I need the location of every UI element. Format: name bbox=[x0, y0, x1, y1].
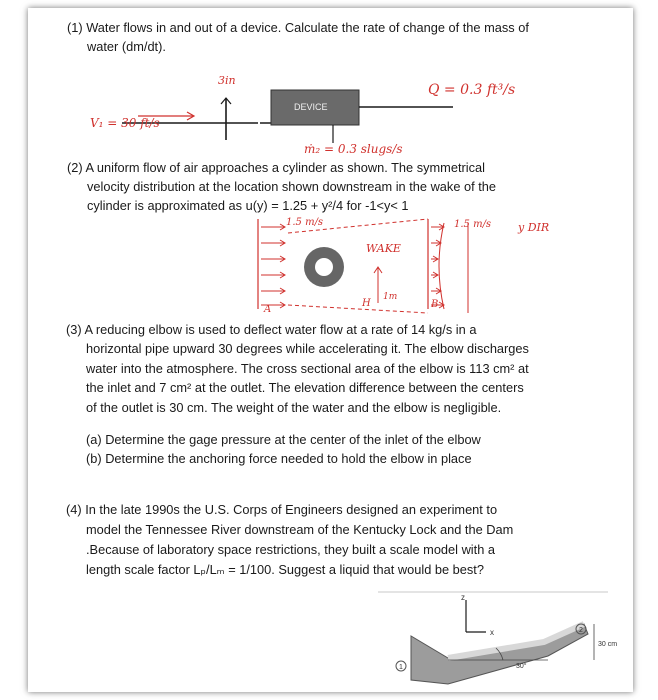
label-b: B bbox=[431, 299, 439, 310]
problem-3-line5: of the outlet is 30 cm. The weight of the water and the elbow is negligible. bbox=[86, 399, 502, 415]
annotation-v1: V₁ = 30 ft/s bbox=[90, 116, 160, 130]
wake-velocity-arrows bbox=[431, 223, 444, 309]
upstream-velocity-arrows bbox=[261, 224, 285, 308]
problem-2-line2: velocity distribution at the location shown downstream in the wake of the bbox=[87, 179, 497, 194]
annotation-h: H bbox=[362, 298, 371, 309]
problem-3-part-b: (b) Determine the anchoring force needed to hold the elbow in place bbox=[86, 451, 472, 467]
problem-1-text bbox=[67, 18, 627, 56]
problem-3-part-a: (a) Determine the gage pressure at the center of the inlet of the elbow bbox=[86, 432, 481, 448]
problem-4-text bbox=[66, 500, 631, 580]
problem-2-line1: (2) A uniform flow of air approaches a cylinder as shown. The symmetrical bbox=[67, 160, 485, 175]
problem-4-line2: model the Tennessee River downstream of the Kentucky Lock and the Dam bbox=[86, 522, 514, 537]
label-30deg: 30° bbox=[516, 663, 527, 670]
problem-3-text bbox=[66, 320, 631, 469]
label-section-1: 1 bbox=[399, 664, 403, 671]
annotation-downstream-speed: 1.5 m/s bbox=[454, 219, 492, 230]
label-a: A bbox=[264, 304, 272, 315]
problem-4-line4: length scale factor Lₚ/Lₘ = 1/100. Suggest a liquid that would be best? bbox=[86, 562, 484, 577]
problem-3-line4: the inlet and 7 cm² at the outlet. The elevation difference between the centers bbox=[86, 380, 524, 396]
problem-1-line1: (1) Water flows in and out of a device. Calculate the rate of change of the mass of bbox=[67, 20, 529, 35]
annotation-mass-flow: ṁ₂ = 0.3 slugs/s bbox=[304, 142, 403, 156]
problem-2-line3: cylinder is approximated as u(y) = 1.25 + y²/4 for -1<y< 1 bbox=[87, 198, 409, 213]
device-label: DEVICE bbox=[294, 102, 328, 112]
problem-3-line1: (3) A reducing elbow is used to deflect water flow at a rate of 14 kg/s in a bbox=[66, 322, 477, 337]
problem-3-line2: horizontal pipe upward 30 degrees while accelerating it. The elbow discharges bbox=[86, 341, 529, 357]
wake-label: WAKE bbox=[366, 242, 401, 255]
annotation-upstream-speed: 1.5 m/s bbox=[286, 217, 324, 228]
label-x: x bbox=[490, 628, 494, 637]
problem-3-line3: water into the atmosphere. The cross sectional area of the elbow is 113 cm² at bbox=[86, 360, 529, 376]
problem-1-line2: water (dm/dt). bbox=[87, 39, 166, 54]
worksheet-page bbox=[28, 8, 633, 692]
annotation-1m: 1m bbox=[383, 292, 398, 302]
label-section-2: 2 bbox=[579, 627, 583, 634]
problem-4-line3: .Because of laboratory space restrictions, they built a scale model with a bbox=[86, 542, 495, 557]
label-30cm: 30 cm bbox=[598, 641, 618, 648]
annotation-3in: 3in bbox=[218, 74, 236, 87]
elbow-figure bbox=[28, 588, 633, 698]
lower-streamline bbox=[288, 305, 428, 313]
problem-4-line1: (4) In the late 1990s the U.S. Corps of Engineers designed an experiment to bbox=[66, 502, 498, 517]
annotation-flowrate: Q = 0.3 ft³/s bbox=[428, 82, 516, 98]
label-z: z bbox=[461, 593, 465, 602]
problem-2-text bbox=[67, 158, 627, 215]
annotation-y-direction: y DIR bbox=[518, 221, 550, 234]
